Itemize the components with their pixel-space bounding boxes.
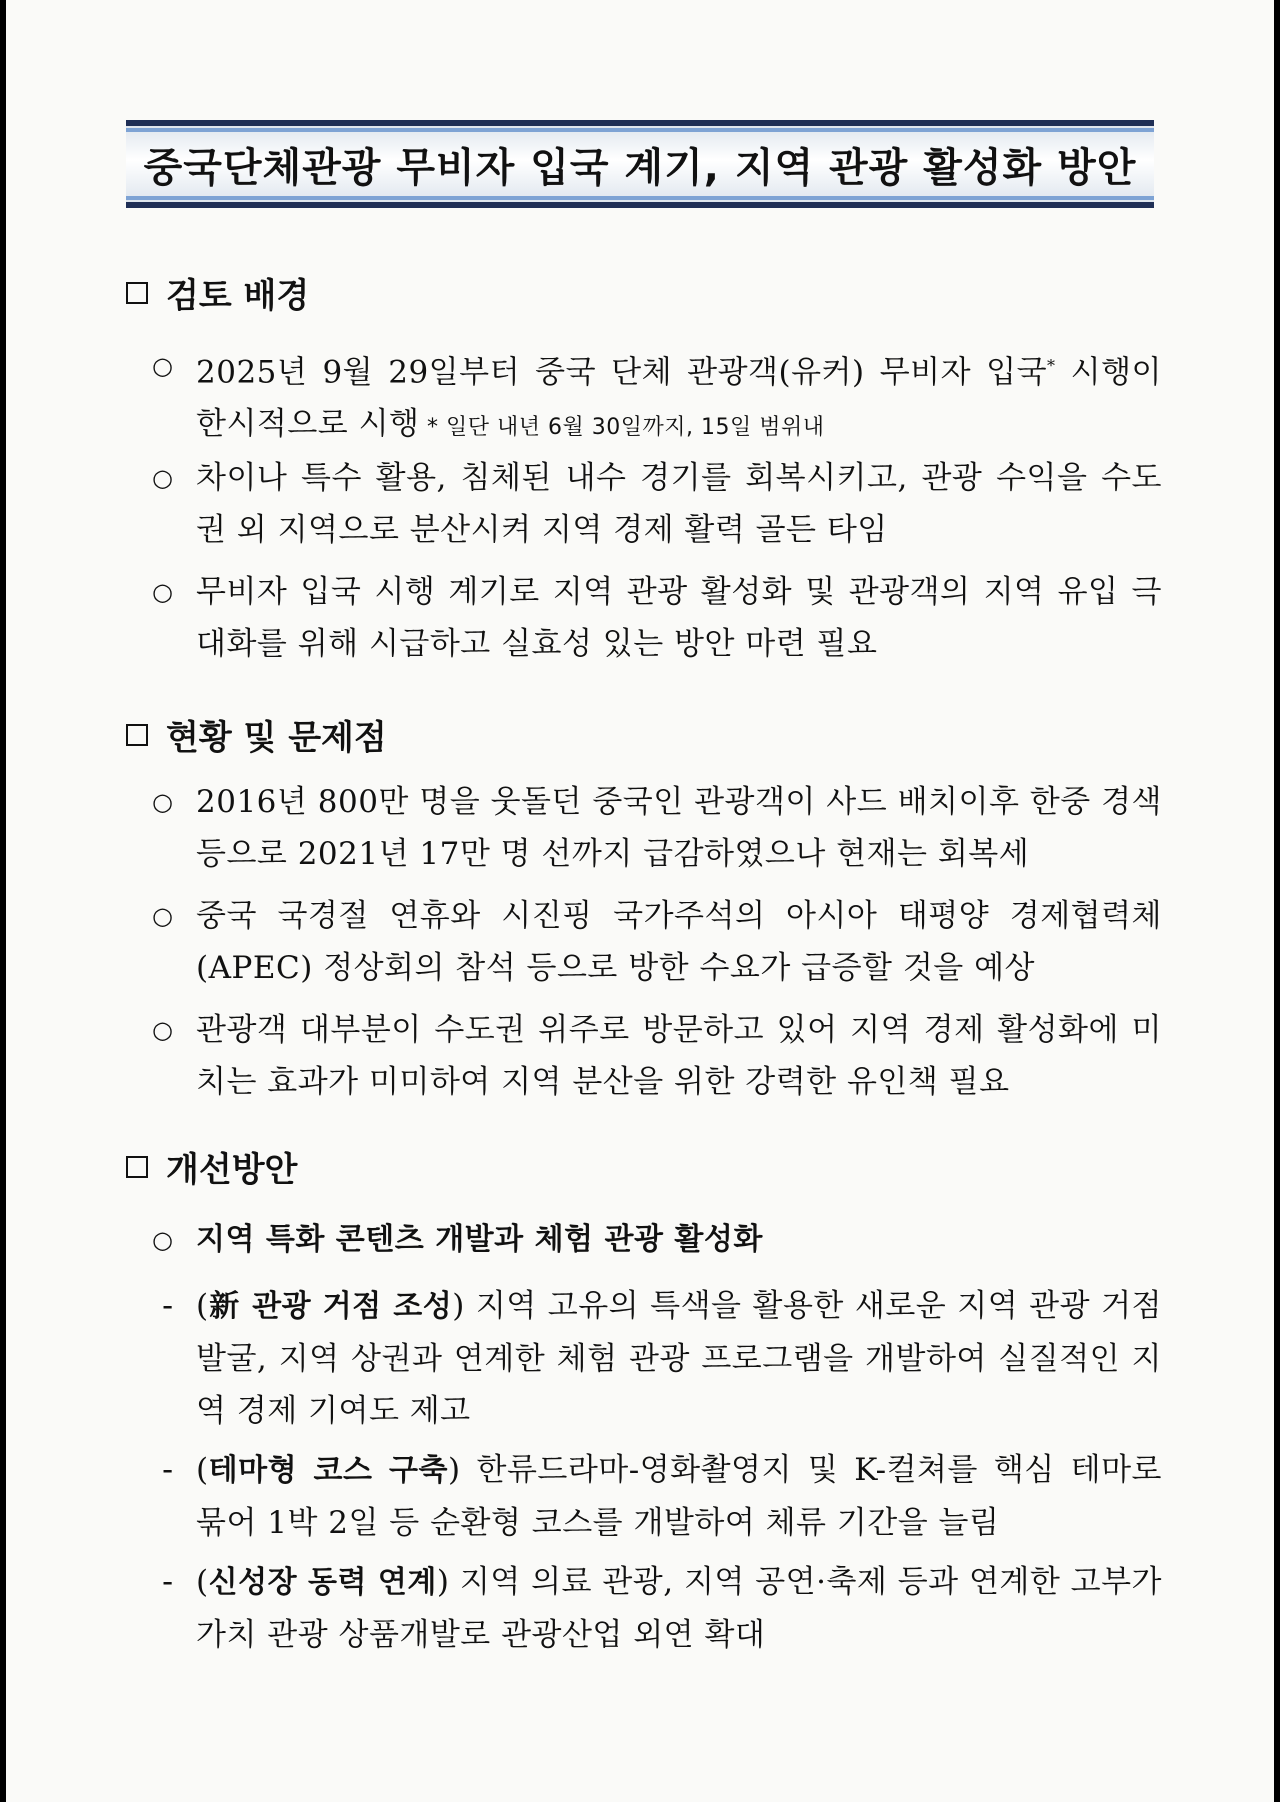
- list-item: [152, 340, 1162, 454]
- section-heading-label: 현황 및 문제점: [166, 718, 387, 758]
- section-heading-status: [126, 710, 387, 759]
- checkbox-square-icon: [126, 724, 148, 746]
- paren-open: (: [196, 1452, 209, 1488]
- list-item: [152, 890, 1162, 994]
- sub-item-key: 新 관광 거점 조성: [208, 1289, 453, 1324]
- document-page: [6, 0, 1274, 1802]
- bullet-circle-icon: ○: [152, 464, 174, 492]
- list-item-text: 관광객 대부분이 수도권 위주로 방문하고 있어 지역 경제 활성화에 미치는 효과가 미미하여 지역 분산을 위한 강력한 유인책 필요: [196, 1012, 1162, 1100]
- footnote-marker: *: [419, 415, 446, 441]
- bullet-circle-icon: ○: [152, 902, 174, 930]
- bullet-circle-icon: ○: [152, 578, 174, 606]
- sub-item-key: 테마형 코스 구축: [208, 1453, 448, 1488]
- list-item-text: 지역 특화 콘텐츠 개발과 체험 관광 활성화: [196, 1222, 763, 1257]
- section-heading-improvement: [126, 1142, 297, 1191]
- bullet-circle-icon: ○: [152, 1226, 174, 1254]
- sub-item-text: [196, 1444, 1162, 1549]
- title-banner: [126, 120, 1154, 208]
- sub-item-text: [196, 1280, 1162, 1437]
- paren-open: (: [196, 1564, 209, 1600]
- bullet-circle-icon: ○: [152, 788, 174, 816]
- paren-open: (: [196, 1288, 209, 1324]
- bullet-text: 2025년 9월 29일부터 중국 단체 관광객(유커) 무비자 입국: [196, 354, 1048, 391]
- section-heading-label: 검토 배경: [166, 276, 310, 316]
- section-heading-background: [126, 268, 309, 317]
- list-item-text: 중국 국경절 연휴와 시진핑 국가주석의 아시아 태평양 경제협력체(APEC) 정상회의 참석 등으로 방한 수요가 급증할 것을 예상: [196, 898, 1162, 986]
- sub-item: [162, 1556, 1162, 1661]
- sub-item-key: 신성장 동력 연계: [208, 1565, 437, 1600]
- section-heading-label: 개선방안: [166, 1150, 298, 1190]
- bullet-text-continued: 시행이 한시적으로 시행: [196, 354, 1163, 443]
- list-item: [152, 776, 1162, 880]
- list-item: [152, 1004, 1162, 1108]
- dash-icon: -: [162, 1288, 174, 1324]
- list-item-text: [196, 340, 1162, 454]
- footnote-text: 일단 내년 6월 30일까지, 15일 범위내: [445, 415, 825, 441]
- paren-close: ): [436, 1564, 450, 1600]
- checkbox-square-icon: [126, 282, 148, 304]
- list-item-text: 무비자 입국 시행 계기로 지역 관광 활성화 및 관광객의 지역 유입 극대화를 위해 시급하고 실효성 있는 방안 마련 필요: [196, 574, 1162, 662]
- sub-item: [162, 1444, 1162, 1549]
- bullet-circle-icon: ○: [152, 1016, 174, 1044]
- dash-icon: -: [162, 1452, 174, 1488]
- list-item-text: 차이나 특수 활용, 침체된 내수 경기를 회복시키고, 관광 수익을 수도권 외 지역으로 분산시켜 지역 경제 활력 골든 타임: [196, 460, 1162, 548]
- checkbox-square-icon: [126, 1156, 148, 1178]
- list-item: [152, 452, 1162, 556]
- sub-item-text: [196, 1556, 1162, 1661]
- footnote-marker: *: [1047, 356, 1056, 375]
- sub-item-body: 지역 의료 관광, 지역 공연·축제 등과 연계한 고부가가치 관광 상품개발로 관광산업 외연 확대: [196, 1564, 1162, 1653]
- list-item: [152, 566, 1162, 670]
- sub-item: [162, 1280, 1162, 1437]
- dash-icon: -: [162, 1564, 174, 1600]
- page-title: 중국단체관광 무비자 입국 계기, 지역 관광 활성화 방안: [143, 144, 1137, 191]
- paren-close: ): [447, 1452, 461, 1488]
- sub-item-body: 한류드라마-영화촬영지 및 K-컬쳐를 핵심 테마로 묶어 1박 2일 등 순환형 코스를 개발하여 체류 기간을 늘림: [196, 1452, 1162, 1541]
- list-item: [152, 1214, 1162, 1266]
- list-item-text: 2016년 800만 명을 웃돌던 중국인 관광객이 사드 배치이후 한중 경색 등으로 2021년 17만 명 선까지 급감하였으나 현재는 회복세: [196, 784, 1162, 872]
- paren-close: ): [452, 1288, 465, 1324]
- bullet-circle-icon: ○: [152, 352, 174, 380]
- sub-item-body: 지역 고유의 특색을 활용한 새로운 지역 관광 거점 발굴, 지역 상권과 연계한 체험 관광 프로그램을 개발하여 실질적인 지역 경제 기여도 제고: [196, 1288, 1162, 1429]
